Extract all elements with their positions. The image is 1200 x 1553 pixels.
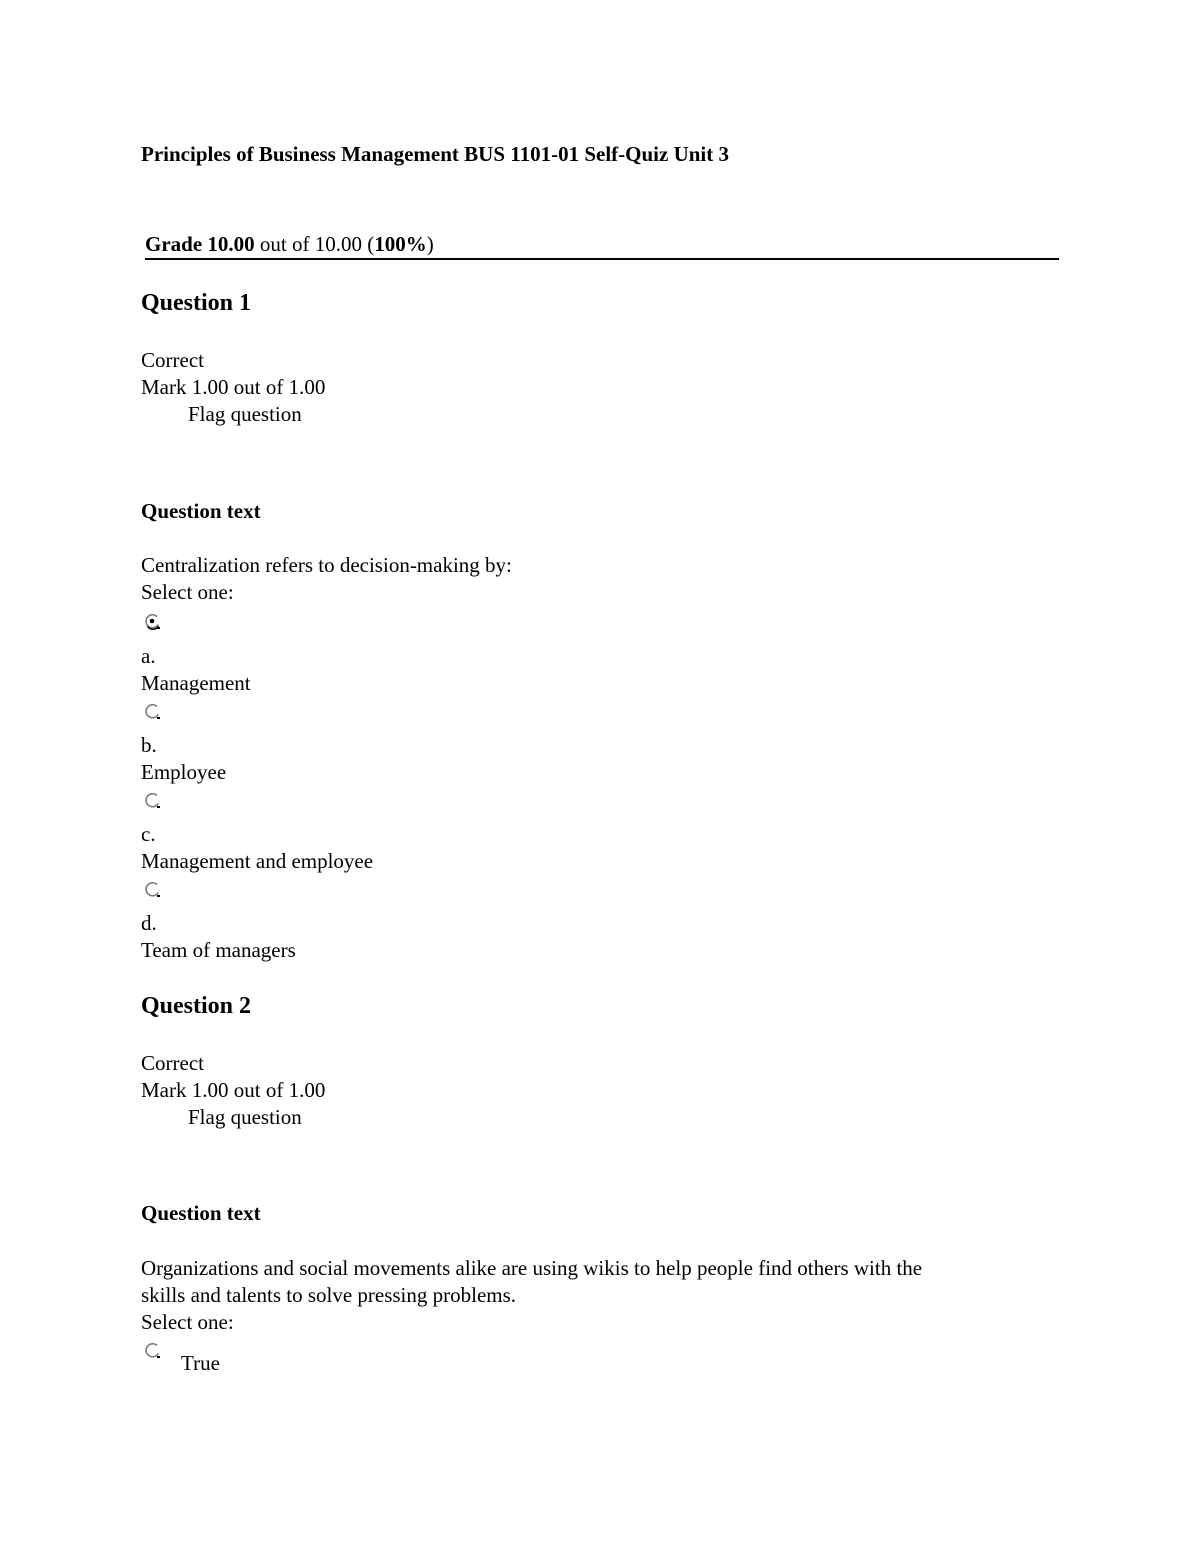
question-1-option-b-radio[interactable]: [143, 702, 163, 722]
question-2-select-label: Select one:: [141, 1310, 234, 1334]
question-2-status: Correct: [141, 1051, 204, 1075]
grade-summary: [145, 232, 1059, 260]
grade-close-paren: ): [426, 232, 434, 256]
question-1-heading: Question 1: [141, 290, 252, 316]
question-2-mark: Mark 1.00 out of 1.00: [141, 1078, 326, 1102]
question-1-prompt: Centralization refers to decision-making by:: [141, 553, 512, 577]
document-title: Principles of Business Management BUS 1101-01 Self-Quiz Unit 3: [141, 142, 730, 166]
question-1-option-c-text[interactable]: Management and employee: [141, 849, 374, 873]
radio-unselected-icon: [143, 1341, 163, 1361]
question-1-option-a-letter: a.: [141, 644, 156, 668]
radio-unselected-icon: [143, 702, 163, 722]
question-1-option-b-text[interactable]: Employee: [141, 760, 227, 784]
question-1-mark: Mark 1.00 out of 1.00: [141, 375, 326, 399]
question-1-option-c-radio[interactable]: [143, 791, 163, 811]
question-1-option-a-text[interactable]: Management: [141, 671, 251, 695]
grade-score: 10.00: [207, 232, 255, 256]
radio-unselected-icon: [143, 880, 163, 900]
question-1-flag-button[interactable]: Flag question: [188, 402, 302, 426]
question-2-prompt-line-2: skills and talents to solve pressing problems.: [141, 1283, 517, 1307]
question-2-prompt-line-1: Organizations and social movements alike are using wikis to help people find others with the: [141, 1256, 923, 1280]
question-2-heading: Question 2: [141, 993, 252, 1019]
question-1-text-heading: Question text: [141, 499, 261, 523]
question-2-option-true-radio[interactable]: [143, 1341, 163, 1361]
question-1-option-d-letter: d.: [141, 911, 157, 935]
question-1-status: Correct: [141, 348, 204, 372]
question-1-option-d-text[interactable]: Team of managers: [141, 938, 296, 962]
question-2-flag-button[interactable]: Flag question: [188, 1105, 302, 1129]
question-1-option-d-radio[interactable]: [143, 880, 163, 900]
radio-selected-icon: [143, 612, 163, 632]
question-1-option-c-letter: c.: [141, 822, 156, 846]
question-2-option-true-text[interactable]: True: [181, 1351, 220, 1375]
grade-label: Grade: [145, 232, 203, 256]
question-1-option-b-letter: b.: [141, 733, 157, 757]
question-1-option-a-radio[interactable]: [143, 612, 163, 632]
question-2-text-heading: Question text: [141, 1201, 261, 1225]
radio-unselected-icon: [143, 791, 163, 811]
grade-out-of: out of 10.00 (: [259, 232, 375, 256]
question-1-select-label: Select one:: [141, 580, 234, 604]
grade-percent: 100%: [374, 232, 427, 256]
